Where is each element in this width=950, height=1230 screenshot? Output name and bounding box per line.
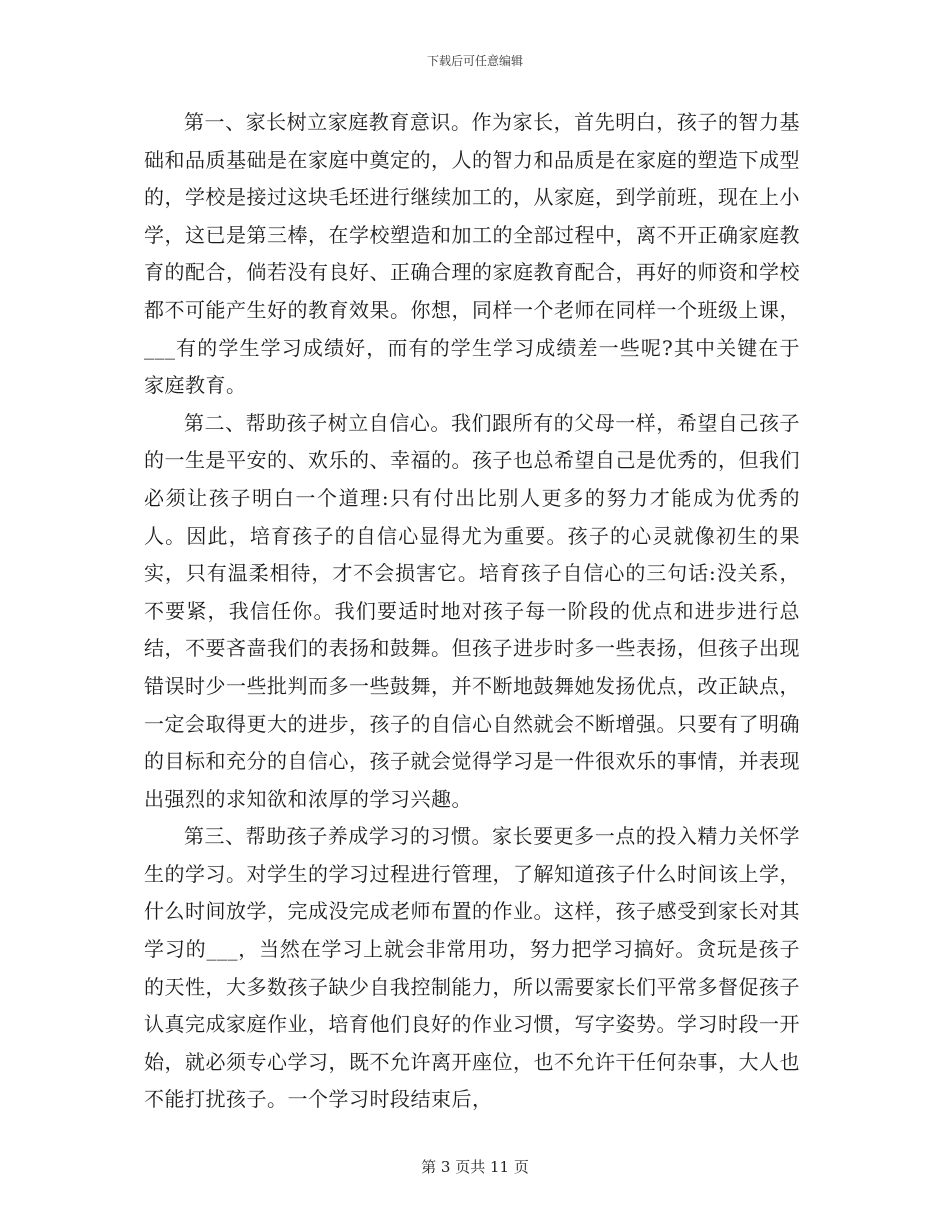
page-footer: 第 3 页共 11 页 [421, 1158, 529, 1176]
paragraph-2: 第二、帮助孩子树立自信心。我们跟所有的父母一样，希望自己孩子的一生是平安的、欢乐的、幸福的。孩子也总希望自己是优秀的，但我们必须让孩子明白一个道理:只有付出比别人更多的努力才能成为优秀的人。因此，培育孩子的自信心显得尤为重要。孩子的心灵就像初生的果实，只有温柔相待，才不会损害它。培育孩子自信心的三句话:没关系，不要紧，我信任你。我们要适时地对孩子每一阶段的优点和进步进行总结，不要吝啬我们的表扬和鼓舞。但孩子进步时多一些表扬，但孩子出现错误时少一些批判而多一些鼓舞，并不断地鼓舞她发扬优点，改正缺点，一定会取得更大的进步，孩子的自信心自然就会不断增强。只要有了明确的目标和充分的自信心，孩子就会觉得学习是一件很欢乐的事情，并表现出强烈的求知欲和浓厚的学习兴趣。 [144, 410, 800, 811]
document-body [144, 104, 800, 1119]
paragraph-3: 第三、帮助孩子养成学习的习惯。家长要更多一点的投入精力关怀学生的学习。对学生的学习过程进行管理，了解知道孩子什么时间该上学，什么时间放学，完成没完成老师布置的作业。这样，孩子感受到家长对其学习的___，当然在学习上就会非常用功，努力把学习搞好。贪玩是孩子的天性，大多数孩子缺少自我控制能力，所以需要家长们平常多督促孩子认真完成家庭作业，培育他们良好的作业习惯，写字姿势。学习时段一开始，就必须专心学习，既不允许离开座位，也不允许干任何杂事，大人也不能打扰孩子。一个学习时段结束后， [144, 824, 800, 1112]
paragraph-1: 第一、家长树立家庭教育意识。作为家长，首先明白，孩子的智力基础和品质基础是在家庭中奠定的，人的智力和品质是在家庭的塑造下成型的，学校是接过这块毛坯进行继续加工的，从家庭，到学前班，现在上小学，这已是第三棒，在学校塑造和加工的全部过程中，离不开正确家庭教育的配合，倘若没有良好、正确合理的家庭教育配合，再好的师资和学校都不可能产生好的教育效果。你想，同样一个老师在同样一个班级上课，___有的学生学习成绩好，而有的学生学习成绩差一些呢?其中关键在于家庭教育。 [144, 110, 800, 398]
page-header: 下载后可任意编辑 [426, 54, 523, 68]
